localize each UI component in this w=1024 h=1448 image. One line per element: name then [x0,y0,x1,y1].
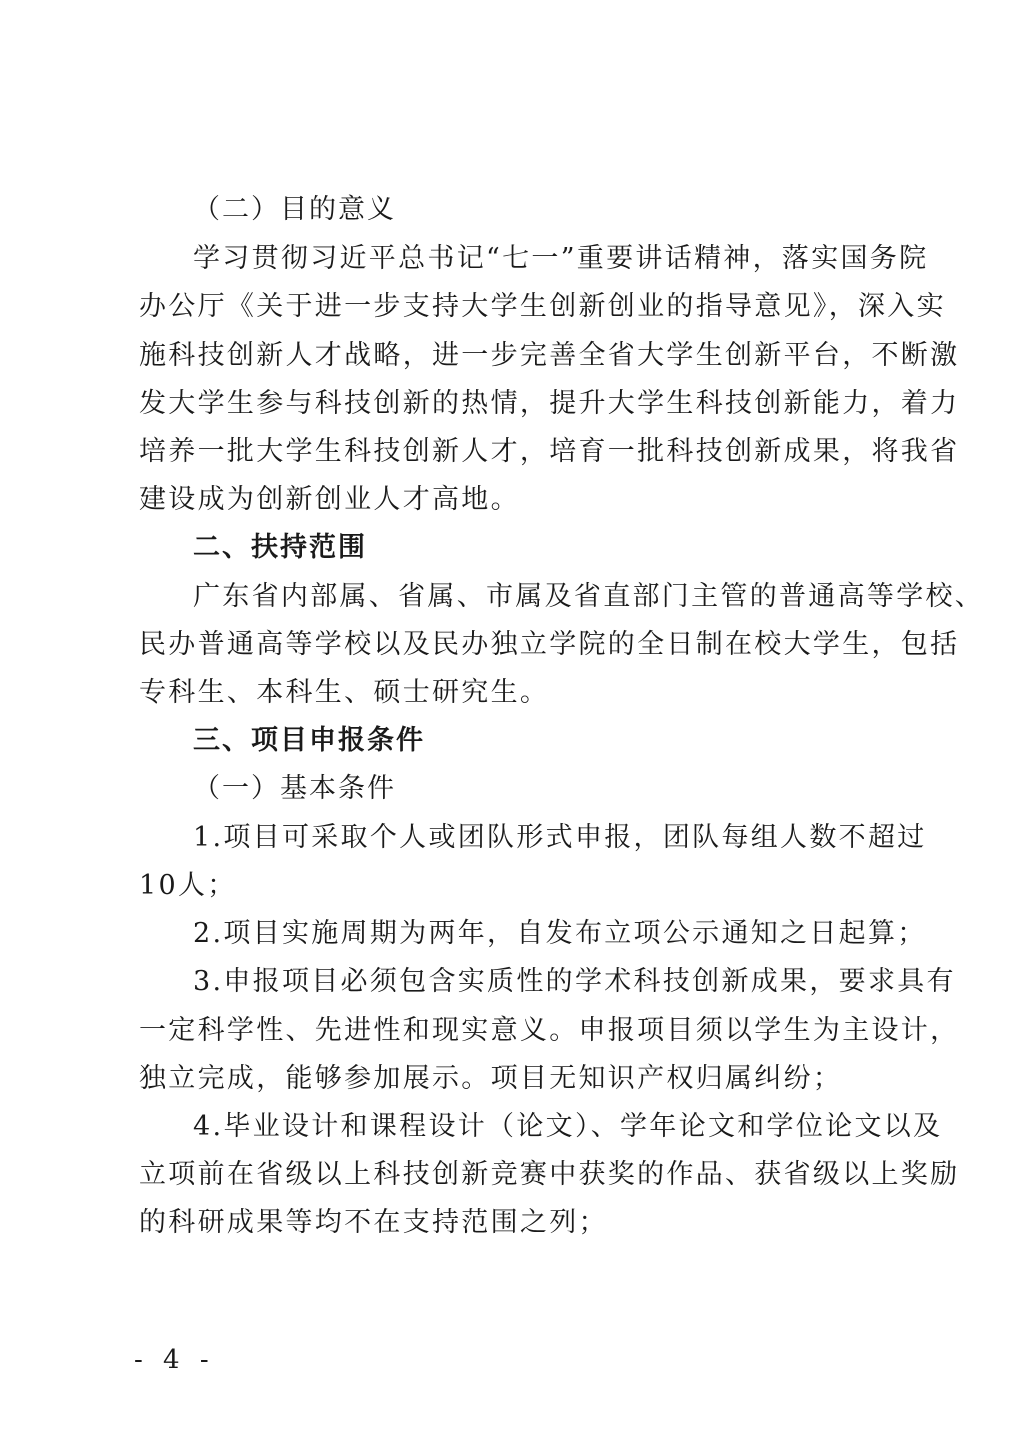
list-item-line: 3.申报项目必须包含实质性的学术科技创新成果，要求具有 [193,966,956,997]
section-heading-scope: 二、扶持范围 [193,532,367,563]
paragraph-line: 施科技创新人才战略，进一步完善全省大学生创新平台，不断激 [139,340,960,371]
paragraph-line: 建设成为创新创业人才高地。 [139,484,520,515]
subsection-heading-purpose: （二）目的意义 [193,194,396,225]
list-item-line: 1.项目可采取个人或团队形式申报，团队每组人数不超过 [193,822,927,853]
list-item-line: 独立完成，能够参加展示。项目无知识产权归属纠纷； [139,1063,843,1094]
paragraph-line: 民办普通高等学校以及民办独立学院的全日制在校大学生，包括 [139,629,960,660]
paragraph-line: 学习贯彻习近平总书记“七一”重要讲话精神，落实国务院 [193,243,929,274]
subsection-heading-basic: （一）基本条件 [193,773,396,804]
paragraph-line: 发大学生参与科技创新的热情，提升大学生科技创新能力，着力 [139,388,960,419]
paragraph-line: 办公厅《关于进一步支持大学生创新创业的指导意见》，深入实 [139,291,946,322]
list-item-line: 立项前在省级以上科技创新竞赛中获奖的作品、获省级以上奖励 [139,1159,960,1190]
list-item-line: 的科研成果等均不在支持范围之列； [139,1207,608,1238]
list-item-line: 4.毕业设计和课程设计（论文）、学年论文和学位论文以及 [193,1111,943,1142]
list-item-line: 2.项目实施周期为两年，自发布立项公示通知之日起算； [193,918,927,949]
page-number: - 4 - [134,1345,215,1375]
paragraph-line: 广东省内部属、省属、市属及省直部门主管的普通高等学校、 [193,581,985,612]
paragraph-line: 专科生、本科生、硕士研究生。 [139,677,550,708]
section-heading-conditions: 三、项目申报条件 [193,725,425,756]
list-item-line: 一定科学性、先进性和现实意义。申报项目须以学生为主设计， [139,1015,960,1046]
list-item-line: 10人； [139,870,237,901]
paragraph-line: 培养一批大学生科技创新人才，培育一批科技创新成果，将我省 [139,436,960,467]
